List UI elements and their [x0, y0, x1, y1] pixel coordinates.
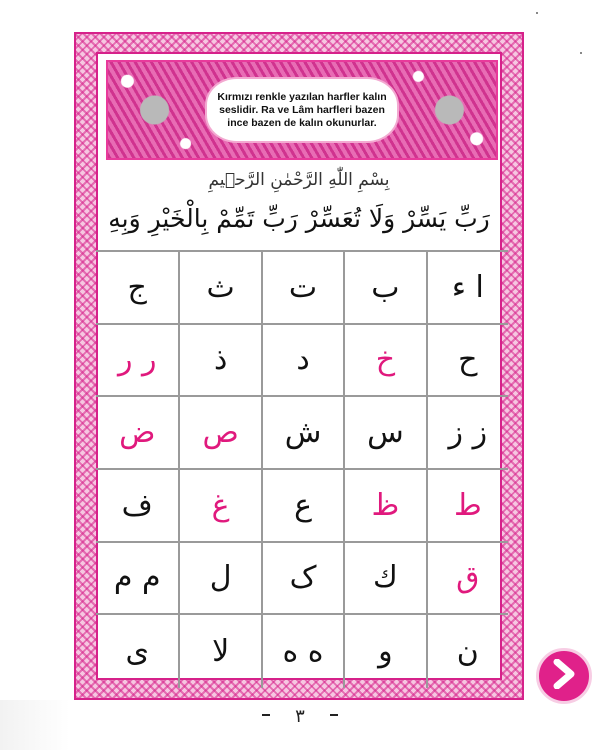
letter-cell: ط	[426, 470, 508, 543]
letter-cell: ق	[426, 543, 508, 616]
letter-cell: ش	[261, 397, 343, 470]
next-page-button[interactable]	[536, 648, 592, 704]
letter-cell: س	[343, 397, 425, 470]
letter-cell: ف	[96, 470, 178, 543]
letter-cell: ب	[343, 252, 425, 325]
letter-cell: ث	[178, 252, 260, 325]
letter-cell: ز ز	[426, 397, 508, 470]
page-shadow	[0, 700, 70, 750]
letter-cell: ه ه	[261, 615, 343, 688]
letter-cell: ت	[261, 252, 343, 325]
letter-cell: ج	[96, 252, 178, 325]
letter-cell: ص	[178, 397, 260, 470]
page-number: ٣	[270, 706, 330, 727]
banner-cartouche	[207, 79, 397, 141]
chevron-right-icon	[551, 659, 577, 693]
letter-cell: ا ء	[426, 252, 508, 325]
letter-cell: ر ر	[96, 325, 178, 398]
letter-cell: ک	[261, 543, 343, 616]
letter-cell: ذ	[178, 325, 260, 398]
letter-cell: د	[261, 325, 343, 398]
letter-cell: ض	[96, 397, 178, 470]
corner-mark	[580, 52, 582, 54]
basmala-text: بِسْمِ اللّٰهِ الرَّحْمٰنِ الرَّح۪يمِ	[208, 170, 390, 190]
letter-cell: ى	[125, 634, 149, 670]
letter-cell: م م	[96, 543, 178, 616]
letter-cell: غ	[178, 470, 260, 543]
letter-cell: خ	[343, 325, 425, 398]
prayer-text: رَبِّ يَسِّرْ وَلَا تُعَسِّرْ رَبِّ تَمِّمْ بِالْخَيْرِ وَبِهِ	[108, 204, 490, 233]
letter-cell: لا	[178, 615, 260, 688]
letter-cell: و	[343, 615, 425, 688]
letter-cell: ح	[426, 325, 508, 398]
corner-mark	[536, 12, 538, 14]
instruction-note: Kırmızı renkle yazılan harfler kalın seslidir. Ra ve Lâm harfleri bazen ince bazen de kalın okunurlar.	[217, 90, 387, 129]
letter-cell: ن	[426, 615, 508, 688]
letter-cell: ك	[343, 543, 425, 616]
letter-cell: ظ	[343, 470, 425, 543]
page-content	[96, 52, 502, 680]
instruction-banner	[106, 60, 498, 160]
letter-cell: ل	[178, 543, 260, 616]
letter-cell: ع	[261, 470, 343, 543]
letter-grid	[96, 250, 508, 688]
page-frame	[74, 32, 524, 700]
